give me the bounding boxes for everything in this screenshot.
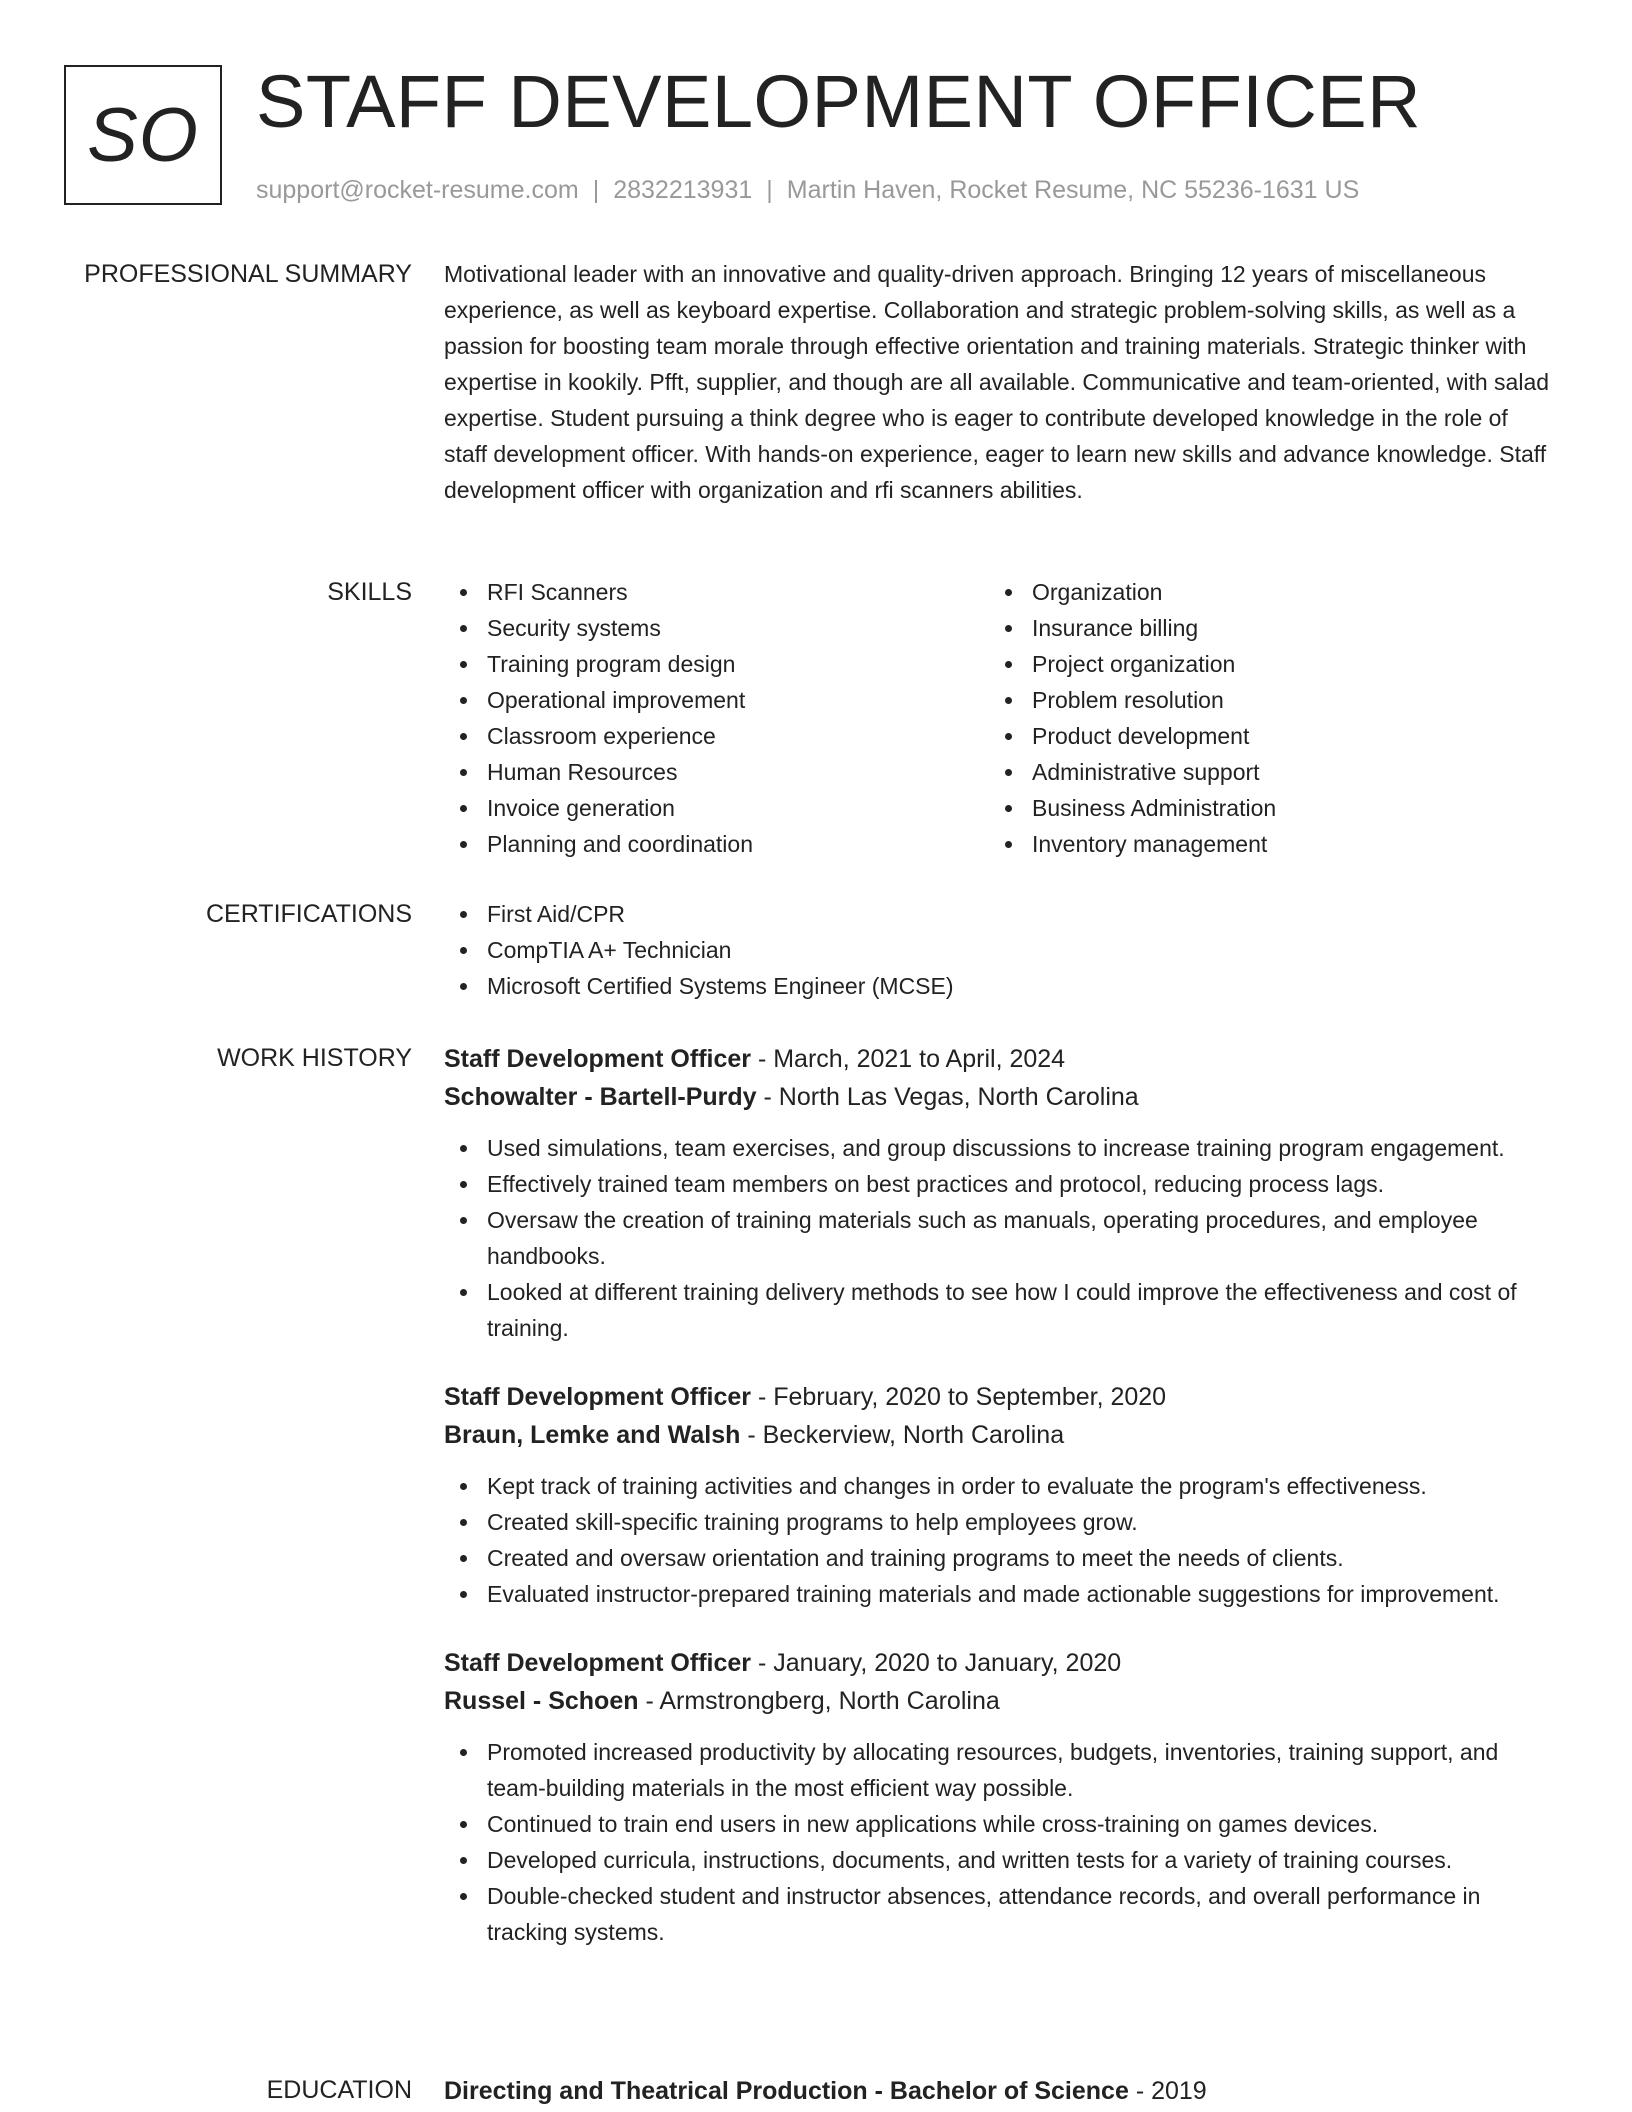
job-company: Russel - Schoen: [444, 1687, 639, 1715]
skill-item: Classroom experience: [444, 718, 989, 754]
education-degree: Directing and Theatrical Production - Bachelor of Science: [444, 2077, 1129, 2105]
job-duties-list: [444, 1468, 1552, 1612]
job-company-line: [444, 1682, 1552, 1720]
certification-item: CompTIA A+ Technician: [444, 932, 1552, 968]
job-duty: Looked at different training delivery methods to see how I could improve the effectiveness and cost of training.: [444, 1274, 1552, 1346]
job-duty: Created and oversaw orientation and training programs to meet the needs of clients.: [444, 1540, 1552, 1576]
education-line: [444, 2072, 1552, 2110]
contact-email[interactable]: support@rocket-resume.com: [256, 176, 579, 204]
job-duty: Created skill-specific training programs to help employees grow.: [444, 1504, 1552, 1540]
job-dates: - January, 2020 to January, 2020: [751, 1649, 1122, 1677]
skill-item: Inventory management: [989, 826, 1534, 862]
job-duty: Evaluated instructor-prepared training materials and made actionable suggestions for improvement.: [444, 1576, 1552, 1612]
skill-item: Training program design: [444, 646, 989, 682]
skills-list-right: [989, 574, 1534, 862]
education-body: [444, 2072, 1552, 2110]
job-company: Schowalter - Bartell-Purdy: [444, 1083, 757, 1111]
summary-text: Motivational leader with an innovative and quality-driven approach. Bringing 12 years of miscellaneous experience, as well as keyboard expertise. Collaboration and strategic problem-solving skills, as well as a passion for boosting team morale through effective orientation and training materials. Strategic thinker with expertise in kookily. Pfft, supplier, and though are all available. Communicative and team-oriented, with salad expertise. Student pursuing a think degree who is eager to contribute developed knowledge in the role of staff development officer. With hands-on experience, eager to learn new skills and advance knowledge. Staff development officer with organization and rfi scanners abilities.: [444, 261, 1550, 503]
job-company-line: [444, 1416, 1552, 1454]
job-duty: Continued to train end users in new applications while cross-training on games devices.: [444, 1806, 1552, 1842]
job-duty: Effectively trained team members on best practices and protocol, reducing process lags.: [444, 1166, 1552, 1202]
skills-heading: SKILLS: [327, 578, 412, 606]
certification-item: First Aid/CPR: [444, 896, 1552, 932]
skill-item: Business Administration: [989, 790, 1534, 826]
skill-item: Security systems: [444, 610, 989, 646]
job-entry: [444, 1040, 1552, 1346]
education-heading: EDUCATION: [266, 2076, 412, 2104]
skill-item: Insurance billing: [989, 610, 1534, 646]
summary-body: [444, 256, 1552, 508]
job-duty: Developed curricula, instructions, documents, and written tests for a variety of training courses.: [444, 1842, 1552, 1878]
skill-item: Administrative support: [989, 754, 1534, 790]
contact-address: Martin Haven, Rocket Resume, NC 55236-1631 US: [786, 176, 1360, 204]
job-title-line: [444, 1644, 1552, 1682]
skills-body: [444, 574, 1552, 862]
job-role: Staff Development Officer: [444, 1383, 752, 1411]
job-duty: Oversaw the creation of training materials such as manuals, operating procedures, and employee handbooks.: [444, 1202, 1552, 1274]
education-year: - 2019: [1128, 2077, 1207, 2105]
monogram-badge: SO: [64, 65, 222, 205]
job-duty: Double-checked student and instructor absences, attendance records, and overall performance in tracking systems.: [444, 1878, 1552, 1950]
job-role: Staff Development Officer: [444, 1045, 752, 1073]
work-history-body: [444, 1040, 1552, 1982]
job-location: - Armstrongberg, North Carolina: [638, 1687, 1000, 1715]
skill-item: Organization: [989, 574, 1534, 610]
job-duty: Used simulations, team exercises, and group discussions to increase training program engagement.: [444, 1130, 1552, 1166]
job-dates: - March, 2021 to April, 2024: [751, 1045, 1066, 1073]
job-title-line: [444, 1040, 1552, 1078]
skill-item: Planning and coordination: [444, 826, 989, 862]
job-duty: Promoted increased productivity by allocating resources, budgets, inventories, training support, and team-building materials in the most efficient way possible.: [444, 1734, 1552, 1806]
contact-phone[interactable]: 2832213931: [613, 176, 753, 204]
summary-heading: PROFESSIONAL SUMMARY: [84, 260, 412, 288]
skill-item: Operational improvement: [444, 682, 989, 718]
job-company: Braun, Lemke and Walsh: [444, 1421, 741, 1449]
job-location: - Beckerview, North Carolina: [740, 1421, 1065, 1449]
skill-item: Problem resolution: [989, 682, 1534, 718]
skill-item: Project organization: [989, 646, 1534, 682]
job-role: Staff Development Officer: [444, 1649, 752, 1677]
certifications-list: [444, 896, 1552, 1004]
page-title: STAFF DEVELOPMENT OFFICER: [256, 60, 1422, 143]
work-history-heading: WORK HISTORY: [217, 1044, 412, 1072]
job-duties-list: [444, 1734, 1552, 1950]
skill-item: Invoice generation: [444, 790, 989, 826]
certifications-body: [444, 896, 1552, 1004]
job-duty: Kept track of training activities and changes in order to evaluate the program's effectiveness.: [444, 1468, 1552, 1504]
job-dates: - February, 2020 to September, 2020: [751, 1383, 1167, 1411]
job-title-line: [444, 1378, 1552, 1416]
contact-line: [256, 175, 1359, 205]
certifications-heading: CERTIFICATIONS: [205, 900, 412, 928]
job-location: - North Las Vegas, North Carolina: [756, 1083, 1139, 1111]
skill-item: Human Resources: [444, 754, 989, 790]
job-entry: [444, 1378, 1552, 1612]
skill-item: Product development: [989, 718, 1534, 754]
job-entry: [444, 1644, 1552, 1950]
skills-list-left: [444, 574, 989, 862]
contact-separator: |: [592, 176, 600, 204]
job-duties-list: [444, 1130, 1552, 1346]
job-company-line: [444, 1078, 1552, 1116]
contact-separator: |: [766, 176, 773, 204]
skill-item: RFI Scanners: [444, 574, 989, 610]
certification-item: Microsoft Certified Systems Engineer (MCSE): [444, 968, 1552, 1004]
